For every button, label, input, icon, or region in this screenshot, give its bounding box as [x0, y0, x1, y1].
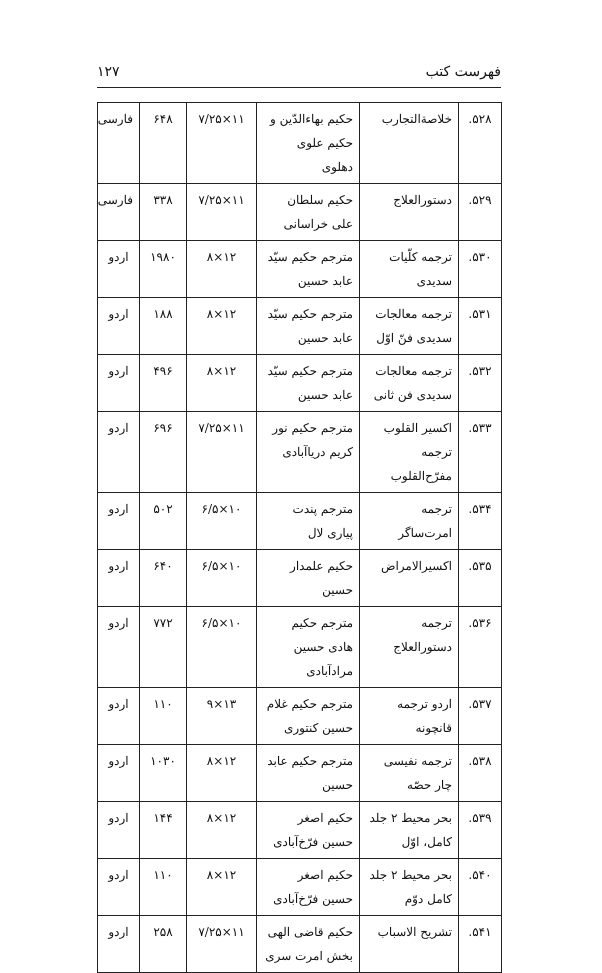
book-pages: ۲۵۸: [140, 916, 187, 973]
book-language: اردو: [98, 607, 140, 688]
book-size: ۱۲×۸: [187, 298, 257, 355]
book-pages: ۱۹۸۰: [140, 241, 187, 298]
book-size: ۱۱×۷/۲۵: [187, 916, 257, 973]
book-author: حکیم اصغر حسین فرّخ‌آبادی: [257, 859, 360, 916]
table-row: [98, 550, 502, 607]
book-language: اردو: [98, 550, 140, 607]
entry-number: ۵۳۹.: [459, 802, 502, 859]
book-author: حکیم اصغر حسین فرّخ‌آبادی: [257, 802, 360, 859]
book-author: مترجم حکیم سیّد عابد حسین: [257, 298, 360, 355]
entry-number: ۵۳۷.: [459, 688, 502, 745]
book-pages: ۷۷۲: [140, 607, 187, 688]
book-language: اردو: [98, 412, 140, 493]
book-title: اردو ترجمه قانچونه: [360, 688, 459, 745]
book-size: ۱۲×۸: [187, 802, 257, 859]
book-title: ترجمه معالجات سدیدی فن ثانی: [360, 355, 459, 412]
book-pages: ۱۸۸: [140, 298, 187, 355]
book-author: مترجم پندت پیاری لال: [257, 493, 360, 550]
book-language: اردو: [98, 241, 140, 298]
book-author: مترجم حکیم غلام حسین کنتوری: [257, 688, 360, 745]
book-title: دستورالعلاج: [360, 184, 459, 241]
book-size: ۱۱×۷/۲۵: [187, 103, 257, 184]
entry-number: ۵۳۲.: [459, 355, 502, 412]
entry-number: ۵۳۰.: [459, 241, 502, 298]
book-pages: ۶۹۶: [140, 412, 187, 493]
table-row: [98, 103, 502, 184]
entry-number: ۵۳۴.: [459, 493, 502, 550]
book-size: ۱۲×۸: [187, 241, 257, 298]
book-pages: ۱۴۴: [140, 802, 187, 859]
book-title: ترجمه امرت‌ساگر: [360, 493, 459, 550]
catalog-body: [98, 103, 502, 973]
table-row: [98, 916, 502, 973]
entry-number: ۵۲۸.: [459, 103, 502, 184]
book-size: ۱۲×۸: [187, 745, 257, 802]
book-size: ۱۰×۶/۵: [187, 607, 257, 688]
header-rule: [97, 87, 501, 88]
book-author: مترجم حکیم عابد حسین: [257, 745, 360, 802]
entry-number: ۵۳۵.: [459, 550, 502, 607]
entry-number: ۵۳۳.: [459, 412, 502, 493]
book-pages: ۱۰۳۰: [140, 745, 187, 802]
book-language: اردو: [98, 493, 140, 550]
book-author: مترجم حکیم سیّد عابد حسین: [257, 241, 360, 298]
table-row: [98, 412, 502, 493]
entry-number: ۵۳۸.: [459, 745, 502, 802]
book-size: ۱۱×۷/۲۵: [187, 184, 257, 241]
book-pages: ۵۰۲: [140, 493, 187, 550]
entry-number: ۵۳۶.: [459, 607, 502, 688]
table-row: [98, 184, 502, 241]
book-pages: ۱۱۰: [140, 688, 187, 745]
table-row: [98, 607, 502, 688]
book-language: اردو: [98, 298, 140, 355]
book-author: حکیم سلطان علی خراسانی: [257, 184, 360, 241]
book-title: ترجمه نفیسی چار حصّه: [360, 745, 459, 802]
book-pages: ۶۴۰: [140, 550, 187, 607]
book-title: ترجمه دستورالعلاج: [360, 607, 459, 688]
entry-number: ۵۲۹.: [459, 184, 502, 241]
book-size: ۱۰×۶/۵: [187, 550, 257, 607]
book-author: حکیم بهاءالدّین و حکیم علوی دهلوی: [257, 103, 360, 184]
book-language: اردو: [98, 916, 140, 973]
book-title: بحر محیط ۲ جلد کامل، اوّل: [360, 802, 459, 859]
entry-number: ۵۴۰.: [459, 859, 502, 916]
book-pages: ۶۴۸: [140, 103, 187, 184]
book-title: تشریح الاسباب: [360, 916, 459, 973]
page-number: ۱۲۷: [97, 64, 120, 80]
page-header: [97, 60, 501, 88]
book-language: اردو: [98, 802, 140, 859]
entry-number: ۵۳۱.: [459, 298, 502, 355]
page-title: فهرست کتب: [425, 64, 501, 80]
book-title: ترجمه معالجات سدیدی فنّ اوّل: [360, 298, 459, 355]
book-language: فارسی: [98, 184, 140, 241]
book-author: مترجم حکیم نور کریم دریاآبادی: [257, 412, 360, 493]
book-title: اکسیر القلوب ترجمه مفرّح‌القلوب: [360, 412, 459, 493]
book-title: اکسیرالامراض: [360, 550, 459, 607]
book-size: ۱۲×۸: [187, 355, 257, 412]
book-author: حکیم علمدار حسین: [257, 550, 360, 607]
entry-number: ۵۴۱.: [459, 916, 502, 973]
book-author: مترجم حکیم هادی حسین مرادآبادی: [257, 607, 360, 688]
book-language: فارسی: [98, 103, 140, 184]
table-row: [98, 493, 502, 550]
book-size: ۱۱×۷/۲۵: [187, 412, 257, 493]
book-language: اردو: [98, 859, 140, 916]
table-row: [98, 688, 502, 745]
book-title: خلاصة‌التجارب: [360, 103, 459, 184]
book-pages: ۱۱۰: [140, 859, 187, 916]
table-row: [98, 241, 502, 298]
book-pages: ۴۹۶: [140, 355, 187, 412]
book-language: اردو: [98, 745, 140, 802]
book-size: ۱۲×۸: [187, 859, 257, 916]
book-pages: ۳۳۸: [140, 184, 187, 241]
book-author: مترجم حکیم سیّد عابد حسین: [257, 355, 360, 412]
table-row: [98, 745, 502, 802]
table-row: [98, 859, 502, 916]
table-row: [98, 355, 502, 412]
book-title: ترجمه کلّیات سدیدی: [360, 241, 459, 298]
table-row: [98, 298, 502, 355]
book-language: اردو: [98, 688, 140, 745]
book-catalog-table: [97, 102, 502, 973]
table-row: [98, 802, 502, 859]
book-title: بحر محیط ۲ جلد کامل دوّم: [360, 859, 459, 916]
book-author: حکیم قاضی الهی بخش امرت سری: [257, 916, 360, 973]
book-size: ۱۳×۹: [187, 688, 257, 745]
book-language: اردو: [98, 355, 140, 412]
book-size: ۱۰×۶/۵: [187, 493, 257, 550]
